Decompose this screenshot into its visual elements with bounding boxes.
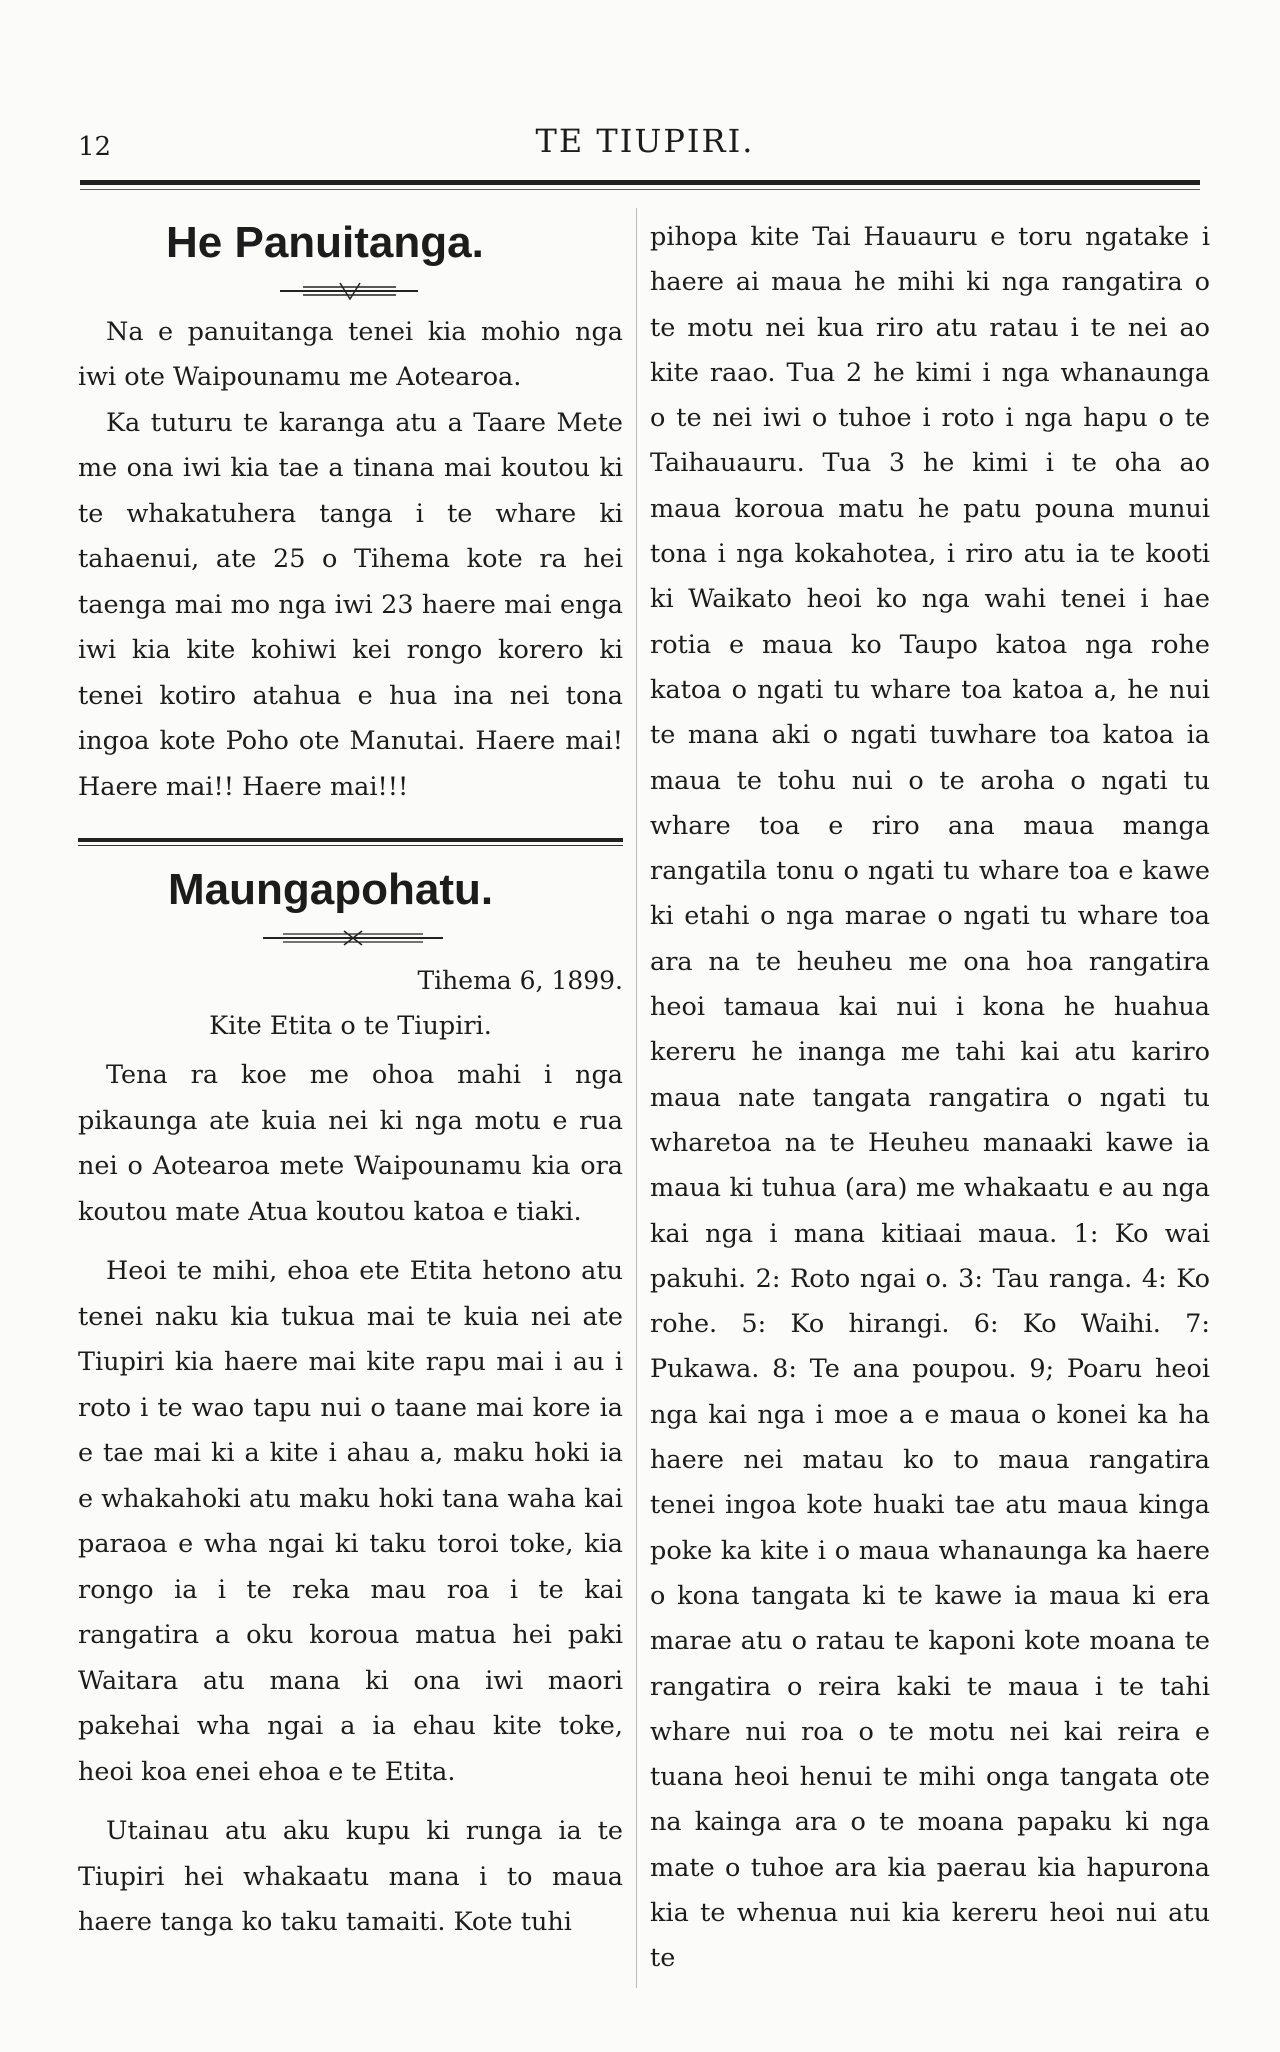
right-column [650,215,1210,1982]
page-header [70,112,1220,160]
notice-paragraph: Ka tuturu te karanga atu a Taare Mete me ona iwi kia tae a tinana mai koutou ki te whakatuhera tanga i te whare ki tahaenui, ate 25 o Tihema kote ra hei taenga mai mo nga iwi 23 haere mai enga iwi kia kite kohiwi kei rongo korero ki tenei kotiro atahua e hua ina nei tona ingoa kote Poho ote Manutai. Haere mai! Haere mai!! Haere mai!!! [78,407,623,802]
letter-date: Tihema 6, 1899. [417,966,623,996]
page-number: 12 [78,132,112,162]
letter-title: Maungapohatu. [168,865,494,915]
ornament-divider [78,923,623,953]
column-divider [636,208,637,1988]
notice-paragraph: Na e panuitanga tenei kia mohio nga iwi ote Waipounamu me Aotearoa. [78,316,623,393]
header-rule [80,180,1200,185]
ornament-icon [78,923,623,953]
running-title: TE TIUPIRI. [535,122,755,160]
letter-salutation: Kite Etita o te Tiupiri. [209,1011,492,1042]
notice-title: He Panuitanga. [166,218,484,267]
letter-paragraph: Utainau atu aku kupu ki runga ia te Tiupiri hei whakaatu mana i to maua haere tanga ko taku tamaiti. Kote tuhi [78,1816,623,1938]
ornament-icon [78,276,623,306]
section-rule-thin [78,845,623,846]
left-column [78,215,623,1946]
section-rule [78,838,623,842]
letter-continuation: pihopa kite Tai Hauauru e toru ngatake i haere ai maua he mihi ki nga rangatira o te motu nei kua riro atu ratau i te nei ao kite raao. Tua 2 he kimi i nga whanaunga o te nei iwi o tuhoe i roto i nga hapu o te Taihauauru. Tua 3 he kimi i te oha ao maua koroua matu he patu pouna munui tona i nga kokahotea, i riro atu ia te kooti ki Waikato heoi ko nga wahi tenei i hae rotia e maua ko Taupo katoa nga rohe katoa o ngati tu whare toa katoa a, he nui te mana aki o ngati tuwhare toa katoa ia maua te tohu nui o te aroha o ngati tu whare toa e riro ana maua manga rangatila tonu o ngati tu whare toa e kawe ki etahi o nga marae o ngati tu whare toa ara na te heuheu me ona hoa rangatira heoi tamaua kai nui i kona he huahua kereru he inanga me tahi kai atu kariro maua nate tangata rangatira o ngati tu wharetoa na te Heuheu manaaki kawe ia maua ki tuhua (ara) me whakaatu e au nga kai nga i mana kitiaai maua. 1: Ko wai pakuhi. 2: Roto ngai o. 3: Tau ranga. 4: Ko rohe. 5: Ko hirangi. 6: Ko Waihi. 7: Pukawa. 8: Te ana poupou. 9; Poaru heoi nga kai nga i moe a e maua o konei ka ha haere nei matau ko to maua rangatira tenei ingoa kote huaki tae atu maua kinga poke ka kite i o maua whanaunga ka haere o kona tangata ki te kawe ia maua ki era marae atu o ratau te kaponi kote moana te rangatira o reira kaki te maua i te tahi whare nui roa o te motu nei kai reira e tuana heoi henui te mihi onga tangata ote na kainga ara o te moana papaku ki nga mate o tuhoe ara kia paerau kia hapurona kia te whenua nui kia kereru heoi nui atu te [650,222,1210,1974]
header-rule-thin [80,189,1200,190]
letter-paragraph: Tena ra koe me ohoa mahi i nga pikaunga ate kuia nei ki nga motu e rua nei o Aotearoa mete Waipounamu kia ora koutou mate Atua koutou katoa e tiaki. [78,1060,623,1227]
ornament-divider [78,276,623,306]
letter-paragraph: Heoi te mihi, ehoa ete Etita hetono atu tenei naku kia tukua mai te kuia nei ate Tiupiri kia haere mai kite rapu mai i au i roto i te wao tapu nui o taane mai kore ia e tae mai ki a kite i ahau a, maku hoki ia e whakahoki atu maku hoki tana waha kai paraoa e wha ngai ki taku toroi toke, kia rongo ia i te reka mau roa i te kai rangatira a oku koroua matua hei paki Waitara atu mana ki ona iwi maori pakehai wha ngai a ia ehau kite toke, heoi koa enei ehoa e te Etita. [78,1256,623,1787]
